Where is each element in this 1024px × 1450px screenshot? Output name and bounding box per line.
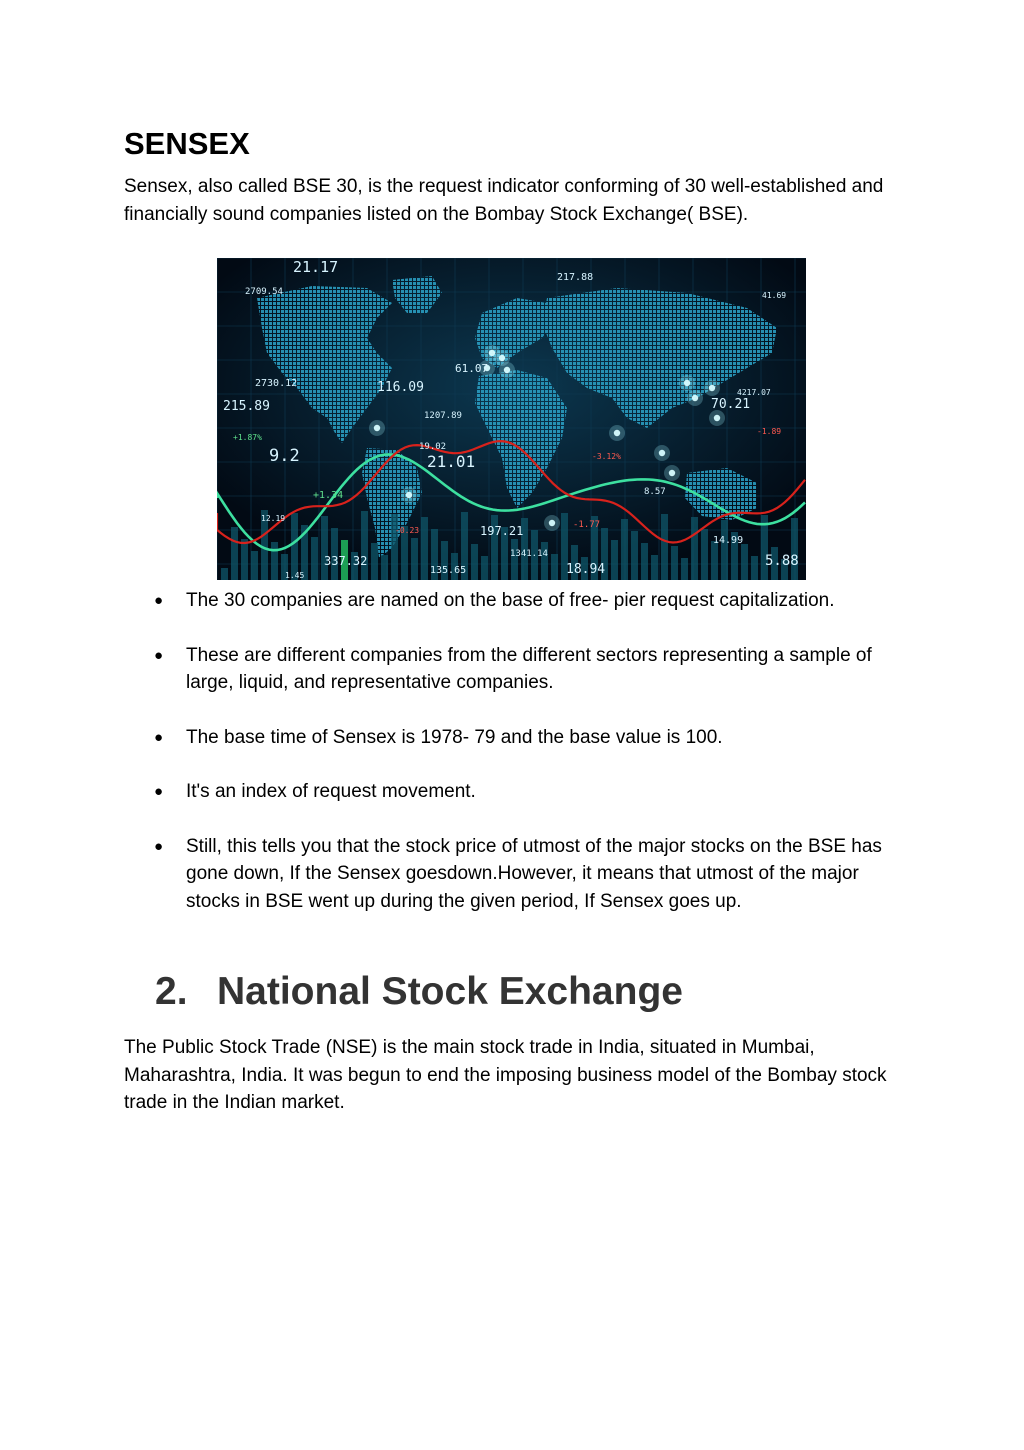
figure-number-label: +1.34 xyxy=(313,490,344,501)
figure-number-label: 337.32 xyxy=(324,554,368,568)
city-light-glow xyxy=(709,410,725,426)
figure-number-label: 1341.14 xyxy=(510,549,548,559)
volume-bar xyxy=(511,539,518,580)
figure-number-label: 135.65 xyxy=(430,565,467,576)
figure-number-label: 197.21 xyxy=(480,524,524,538)
figure-number-label: 5.88 xyxy=(765,553,799,569)
volume-bar xyxy=(231,527,238,580)
figure-number-label: 14.99 xyxy=(713,535,744,546)
figure-number-label: -0.23 xyxy=(395,526,420,535)
volume-bar xyxy=(411,538,418,580)
volume-bar xyxy=(321,516,328,580)
nse-heading-number: 2. xyxy=(155,970,188,1013)
nse-heading-text: National Stock Exchange xyxy=(217,970,683,1013)
volume-bar xyxy=(371,543,378,580)
figure-number-label: -1.77 xyxy=(573,520,601,530)
nse-paragraph: The Public Stock Trade (NSE) is the main stock trade in India, situated in Mumbai, Maharashtra, India. It was begun to end the imposing business model of the Bombay stock trade in the Indian market. xyxy=(124,1037,887,1113)
list-item xyxy=(124,642,904,697)
volume-bar xyxy=(271,542,278,580)
list-item-text: The 30 companies are named on the base of free- pier request capitalization. xyxy=(186,590,835,611)
list-item-text: These are different companies from the different sectors representing a sample of large, liquid, and representative companies. xyxy=(186,644,872,693)
bullet-icon: ● xyxy=(154,837,164,855)
city-light-glow xyxy=(664,465,680,481)
figure-number-label: 21.17 xyxy=(293,258,339,276)
bullet-icon: ● xyxy=(154,783,164,800)
volume-bar xyxy=(691,517,698,580)
volume-bar xyxy=(241,539,248,580)
volume-bar xyxy=(721,520,728,580)
volume-bar xyxy=(611,540,618,580)
figure-number-label: 61.07 xyxy=(455,362,489,375)
volume-bar xyxy=(381,555,388,580)
world-market-image xyxy=(217,258,806,580)
volume-bar xyxy=(741,544,748,580)
figure-number-label: 41.69 xyxy=(762,291,787,300)
volume-bar xyxy=(221,568,228,580)
nse-heading xyxy=(155,966,683,1018)
city-light-glow xyxy=(654,445,670,461)
volume-bar xyxy=(421,517,428,580)
city-light-glow xyxy=(609,425,625,441)
figure-number-label: 215.89 xyxy=(223,399,270,414)
volume-bar xyxy=(541,542,548,580)
figure-number-label: 70.21 xyxy=(711,397,751,412)
list-item-text: The base time of Sensex is 1978- 79 and the base value is 100. xyxy=(186,726,723,748)
figure-number-label: 2709.54 xyxy=(245,287,283,297)
sensex-heading: SENSEX xyxy=(124,126,250,161)
city-light-glow xyxy=(704,380,720,396)
volume-bar xyxy=(391,514,398,580)
volume-bar xyxy=(651,555,658,580)
figure-number-label: 19.02 xyxy=(419,442,447,452)
bullet-icon: ● xyxy=(154,728,164,746)
figure-number-label: -3.12% xyxy=(592,452,621,461)
figure-number-label: 217.88 xyxy=(557,272,594,283)
volume-bar xyxy=(671,546,678,580)
city-light-glow xyxy=(499,362,515,378)
list-item-text: It's an index of request movement. xyxy=(186,781,476,802)
figure-number-label: 1207.89 xyxy=(424,411,462,421)
volume-bar xyxy=(481,556,488,580)
volume-bar xyxy=(641,543,648,580)
figure-number-label: 9.2 xyxy=(269,446,300,466)
figure-number-label: 18.94 xyxy=(566,562,606,577)
figure-number-label: 116.09 xyxy=(377,380,424,395)
list-item xyxy=(124,833,904,916)
figure-number-label: 21.01 xyxy=(427,452,476,471)
list-item xyxy=(124,724,904,752)
figure-number-label: 1.45 xyxy=(285,571,305,580)
volume-bar xyxy=(251,551,258,580)
list-item xyxy=(124,587,904,615)
volume-bar xyxy=(311,537,318,580)
volume-bar xyxy=(711,541,718,580)
list-item-text: Still, this tells you that the stock price of utmost of the major stocks on the BSE has gone down, If the Sensex goesdown.However, it means that utmost of the major stocks in BSE went up during the given period, If Sensex goes up. xyxy=(186,835,882,912)
figure-number-label: 12.19 xyxy=(261,514,286,523)
sensex-intro-paragraph: Sensex, also called BSE 30, is the request indicator conforming of 30 well-established and financially sound companies listed on the Bombay Stock Exchange( BSE). xyxy=(124,176,884,225)
figure-number-label: -1.89 xyxy=(757,427,782,436)
volume-bar xyxy=(681,558,688,580)
volume-bar xyxy=(791,518,798,580)
city-light-glow xyxy=(679,375,695,391)
list-item xyxy=(124,778,904,806)
volume-bar xyxy=(701,529,708,580)
figure-number-label: +1.87% xyxy=(233,433,262,442)
volume-bar xyxy=(631,531,638,580)
figure-number-label: 4217.07 xyxy=(737,388,771,397)
volume-bar xyxy=(361,511,368,580)
sensex-bullet-list xyxy=(124,587,904,942)
city-light-glow xyxy=(544,515,560,531)
world-market-illustration xyxy=(217,258,806,580)
volume-bar xyxy=(661,514,668,580)
bullet-icon: ● xyxy=(154,646,164,664)
volume-bar xyxy=(551,554,558,580)
city-light-glow xyxy=(687,390,703,406)
volume-bar xyxy=(621,519,628,580)
volume-bar xyxy=(751,556,758,580)
city-light-glow xyxy=(369,420,385,436)
figure-number-label: 8.57 xyxy=(644,487,666,497)
figure-number-label: 2730.12 xyxy=(255,378,298,389)
bullet-icon: ● xyxy=(154,592,164,609)
city-light-glow xyxy=(401,487,417,503)
volume-bar xyxy=(291,513,298,580)
volume-bar xyxy=(471,544,478,580)
